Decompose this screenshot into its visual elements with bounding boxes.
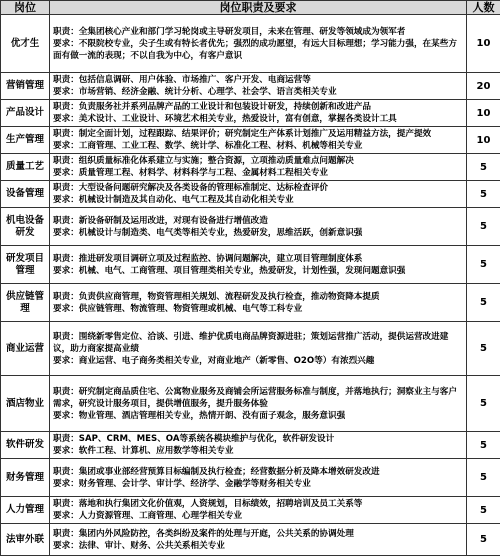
- post-description: [50, 181, 467, 208]
- post-name: 供应链管理: [1, 284, 50, 322]
- post-description: [50, 524, 467, 556]
- post-description: [50, 322, 467, 376]
- headcount: 5: [467, 459, 500, 497]
- duty-text: 职责：制定全面计划，过程跟踪、结果评价；研究制定生产体系计划推广及运用精益方法，提产提效: [53, 128, 463, 140]
- requirement-text: 要求：软件工程、计算机、应用数学等相关专业: [53, 445, 463, 457]
- duty-text: 职责：负责服务社并系列品牌产品的工业设计和包装设计研发，持续创新和改进产品: [53, 101, 463, 113]
- table-row: [1, 15, 500, 73]
- table-row: [1, 154, 500, 181]
- requirement-text: 要求：机械设计制造及其自动化、电气工程及其自动化相关专业: [53, 194, 463, 206]
- table-header-row: [1, 1, 500, 15]
- duty-text: 职责：组织质量标准化体系建立与实施；整合资源，立项推动质量难点问题解决: [53, 155, 463, 167]
- headcount: 5: [467, 181, 500, 208]
- requirement-text: 要求：供应链管理、物流管理、物资管理或机械、电气等工科专业: [53, 303, 463, 315]
- post-name: 产品设计: [1, 100, 50, 127]
- requirement-text: 要求：美术设计、工业设计、环境艺术相关专业，热爱设计，富有创意，掌握各类设计工具: [53, 113, 463, 125]
- post-description: [50, 246, 467, 284]
- post-name: 研发项目管理: [1, 246, 50, 284]
- post-name: 生产管理: [1, 127, 50, 154]
- post-name: 营销管理: [1, 73, 50, 100]
- table-row: [1, 181, 500, 208]
- post-description: [50, 15, 467, 73]
- requirement-text: 要求：机械、电气、工商管理、项目管理类相关专业，热爱研发，计划性强，发现问题意识强: [53, 265, 463, 277]
- headcount: 5: [467, 497, 500, 524]
- duty-text: 职责：集团或事业部经营预算目标编制及执行检查；经营数据分析及降本增效研发改进: [53, 466, 463, 478]
- duty-text: 职责：包括信息调研、用户体验、市场推广、客户开发、电商运营等: [53, 74, 463, 86]
- headcount: 5: [467, 284, 500, 322]
- post-name: 优才生: [1, 15, 50, 73]
- headcount: 10: [467, 127, 500, 154]
- duty-text: 职责：研究制定商品质住宅、公寓物业服务及商铺会所运营服务标准与制度，并落地执行；洞察业主与客户需求，研究设计服务项目，提供增值服务，提升服务体验: [53, 386, 463, 410]
- duty-text: 职责：集团内外风险防控，各类纠纷及案件的处理与开庭，公共关系的协调处理: [53, 528, 463, 540]
- post-name: 人力管理: [1, 497, 50, 524]
- headcount: 5: [467, 322, 500, 376]
- post-description: [50, 432, 467, 459]
- table-row: [1, 376, 500, 432]
- header-desc: 岗位职责及要求: [50, 1, 467, 15]
- duty-text: 职责：全集团核心产业和部门学习轮岗或主导研发项目，未来在管理、研发等领域成为领军者: [53, 26, 463, 38]
- headcount: 5: [467, 154, 500, 181]
- table-row: [1, 246, 500, 284]
- table-body: [1, 15, 500, 556]
- table-row: [1, 432, 500, 459]
- duty-text: 职责：落地和执行集团文化价值观，人资规划，目标绩效，招聘培训及员工关系等: [53, 498, 463, 510]
- requirement-text: 要求：财务管理、会计学、审计学、经济学、金融学等财务相关专业: [53, 478, 463, 490]
- duty-text: 职责：推进研发项目调研立项及过程监控、协调问题解决，建立项目管理制度体系: [53, 253, 463, 265]
- post-name: 软件研发: [1, 432, 50, 459]
- header-post: 岗位: [1, 1, 50, 15]
- headcount: 5: [467, 432, 500, 459]
- post-description: [50, 154, 467, 181]
- post-description: [50, 208, 467, 246]
- headcount: 5: [467, 376, 500, 432]
- post-name: 质量工艺: [1, 154, 50, 181]
- headcount: 5: [467, 208, 500, 246]
- table-row: [1, 284, 500, 322]
- headcount: 10: [467, 15, 500, 73]
- post-name: 设备管理: [1, 181, 50, 208]
- duty-text: 职责：围绕新零售定位、洽谈、引进、维护优质电商品牌资源进驻；策划运营推广活动，提供运营改进建议，助力商家提高业绩: [53, 331, 463, 355]
- requirement-text: 要求：机械设计与制造类、电气类等相关专业，热爱研发，思维活跃，创新意识强: [53, 227, 463, 239]
- post-description: [50, 127, 467, 154]
- headcount: 20: [467, 73, 500, 100]
- post-description: [50, 284, 467, 322]
- post-description: [50, 376, 467, 432]
- requirement-text: 要求：商业运营、电子商务类相关专业，对商业地产（新零售、O2O等）有浓烈兴趣: [53, 355, 463, 367]
- post-name: 机电设备研发: [1, 208, 50, 246]
- table-row: [1, 208, 500, 246]
- table-row: [1, 459, 500, 497]
- header-count: 人数: [467, 1, 500, 15]
- post-description: [50, 497, 467, 524]
- duty-text: 职责：负责供应商管理，物资管理相关规划、流程研发及执行检查，推动物资降本提质: [53, 291, 463, 303]
- duty-text: 职责：大型设备问题研究解决及各类设备的管理标准制定、达标检查评价: [53, 182, 463, 194]
- requirement-text: 要求：不限院校专业，尖子生或有特长者优先；强烈的成功愿望，有远大目标理想；学习能力强，在某些方面有做一流的表现；不以自我为中心，有客户意识: [53, 38, 463, 62]
- table-row: [1, 73, 500, 100]
- table-row: [1, 322, 500, 376]
- headcount: 5: [467, 524, 500, 556]
- table-row: [1, 524, 500, 556]
- headcount: 10: [467, 100, 500, 127]
- post-name: 酒店物业: [1, 376, 50, 432]
- duty-text: 职责：新设备研制及运用改进，对现有设备进行增值改造: [53, 215, 463, 227]
- requirement-text: 要求：工商管理、工业工程、数学、统计学、标准化工程、材料、机械等相关专业: [53, 140, 463, 152]
- post-name: 法审外联: [1, 524, 50, 556]
- headcount: 5: [467, 246, 500, 284]
- requirement-text: 要求：市场营销、经济金融、统计分析、心理学、社会学、语言类相关专业: [53, 86, 463, 98]
- table-row: [1, 497, 500, 524]
- requirement-text: 要求：物业管理、酒店管理相关专业，热情开朗、没有面子观念，服务意识强: [53, 410, 463, 422]
- post-description: [50, 459, 467, 497]
- table-row: [1, 127, 500, 154]
- requirement-text: 要求：法律、审计、财务、公共关系相关专业: [53, 540, 463, 552]
- duty-text: 职责：SAP、CRM、MES、OA等系统各模块维护与优化，软件研发设计: [53, 433, 463, 445]
- post-name: 商业运营: [1, 322, 50, 376]
- table-row: [1, 100, 500, 127]
- post-description: [50, 73, 467, 100]
- requirement-text: 要求：质量管理工程、材料学、材料科学与工程、金属材料工程相关专业: [53, 167, 463, 179]
- post-name: 财务管理: [1, 459, 50, 497]
- post-description: [50, 100, 467, 127]
- requirement-text: 要求：人力资源管理、工商管理、心理学相关专业: [53, 510, 463, 522]
